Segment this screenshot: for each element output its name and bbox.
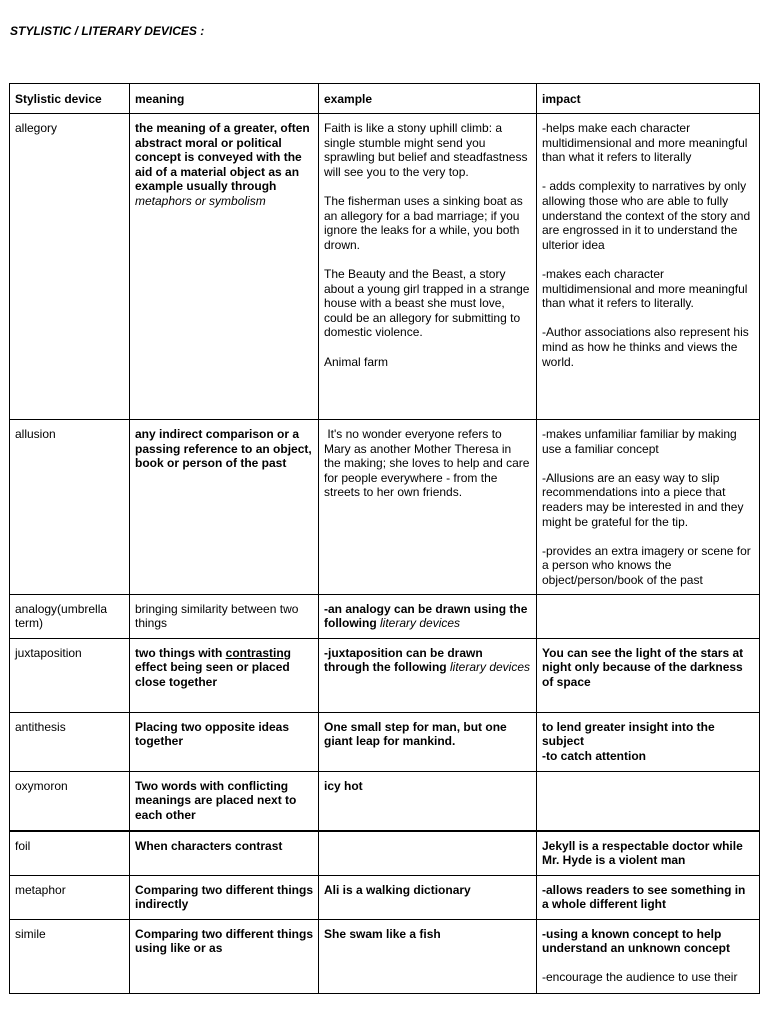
- example-text: -an analogy can be drawn using the following: [324, 601, 528, 631]
- meaning-cell: bringing similarity between two things: [130, 594, 319, 638]
- meaning-underlined-text: contrasting: [225, 645, 292, 660]
- example-cell: She swam like a fish: [319, 919, 537, 993]
- device-cell: oxymoron: [10, 771, 130, 831]
- meaning-cell: Placing two opposite ideas together: [130, 712, 319, 771]
- meaning-cell: When characters contrast: [130, 831, 319, 876]
- example-text: -juxtaposition can be drawn through the following: [324, 645, 483, 675]
- impact-cell: [537, 114, 760, 420]
- impact-text: -provides an extra imagery or scene for a person who knows the object/person/book of the past: [542, 543, 751, 587]
- table-row: [10, 594, 760, 638]
- impact-text: -helps make each character multidimensional and more meaningful than what it refers to literally: [542, 121, 748, 165]
- example-cell: One small step for man, but one giant leap for mankind.: [319, 712, 537, 771]
- example-italic-text: literary devices: [380, 616, 461, 631]
- example-cell: [319, 594, 537, 638]
- header-impact: impact: [537, 84, 760, 114]
- example-text: Faith is like a stony uphill climb: a single stumble might send you sprawling but belief and steadfastness will see you to the very top.: [324, 121, 528, 179]
- example-text: The fisherman uses a sinking boat as an allegory for a bad marriage; if you ignore the leaks for a while, you both drown.: [324, 193, 523, 252]
- impact-text: - adds complexity to narratives by only allowing those who are able to fully understand the context of the story and are engrossed in it to understand the ulterior idea: [542, 179, 751, 252]
- impact-cell: -allows readers to see something in a whole different light: [537, 875, 760, 919]
- meaning-cell: Comparing two different things indirectly: [130, 875, 319, 919]
- impact-text: -makes unfamiliar familiar by making use a familiar concept: [542, 427, 737, 456]
- table-row: [10, 712, 760, 771]
- device-cell: foil: [10, 831, 130, 876]
- impact-cell: [537, 919, 760, 993]
- impact-text: to lend greater insight into the subject: [542, 719, 715, 749]
- table-row: [10, 831, 760, 876]
- impact-text: -Allusions are an easy way to slip recommendations into a piece that readers may be interested in and they might be grateful for the tip.: [542, 470, 744, 529]
- device-cell: juxtaposition: [10, 638, 130, 712]
- example-italic-text: literary devices: [449, 660, 531, 675]
- meaning-text: the meaning of a greater, often abstract moral or political concept is conveyed with the aid of a material object as an example usually through: [135, 121, 310, 194]
- example-cell: [319, 831, 537, 876]
- meaning-text: two things with: [135, 645, 223, 660]
- example-cell: [319, 114, 537, 420]
- impact-cell: [537, 420, 760, 595]
- example-text: The Beauty and the Beast, a story about a young girl trapped in a strange house with a beast she must love, could be an allegory for submitting to domestic violence.: [324, 266, 530, 340]
- device-cell: allusion: [10, 420, 130, 595]
- table-row: [10, 875, 760, 919]
- meaning-italic-text: metaphors or symbolism: [135, 193, 266, 208]
- header-example: example: [319, 84, 537, 114]
- table-row: [10, 771, 760, 831]
- impact-text: -using a known concept to help understand an unknown concept: [542, 926, 731, 956]
- impact-cell: Jekyll is a respectable doctor while Mr. Hyde is a violent man: [537, 831, 760, 876]
- device-cell: simile: [10, 919, 130, 993]
- table-row: [10, 114, 760, 420]
- meaning-cell: any indirect comparison or a passing reference to an object, book or person of the past: [130, 420, 319, 595]
- example-cell: Ali is a walking dictionary: [319, 875, 537, 919]
- impact-cell: You can see the light of the stars at night only because of the darkness of space: [537, 638, 760, 712]
- impact-text: -encourage the audience to use their: [542, 970, 738, 985]
- page-title: STYLISTIC / LITERARY DEVICES :: [10, 24, 205, 38]
- example-cell: It's no wonder everyone refers to Mary as another Mother Theresa in the making; she loves to help and care for people everywhere - from the streets to her own friends.: [319, 420, 537, 595]
- table-row: [10, 919, 760, 993]
- header-stylistic-device: Stylistic device: [10, 84, 130, 114]
- example-cell: icy hot: [319, 771, 537, 831]
- impact-text: -to catch attention: [542, 748, 646, 763]
- device-cell: allegory: [10, 114, 130, 420]
- meaning-cell: Comparing two different things using like or as: [130, 919, 319, 993]
- example-cell: [319, 638, 537, 712]
- impact-cell: [537, 771, 760, 831]
- device-cell: analogy(umbrella term): [10, 594, 130, 638]
- impact-text: -Author associations also represent his mind as how he thinks and views the world.: [542, 325, 749, 369]
- device-cell: antithesis: [10, 712, 130, 771]
- example-text: Animal farm: [324, 354, 389, 369]
- device-cell: metaphor: [10, 875, 130, 919]
- table-header-row: [10, 84, 760, 114]
- table-row: [10, 420, 760, 595]
- table-row: [10, 638, 760, 712]
- impact-cell: [537, 712, 760, 771]
- meaning-cell: Two words with conflicting meanings are placed next to each other: [130, 771, 319, 831]
- meaning-text: effect being seen or placed close together: [135, 660, 290, 689]
- meaning-cell: [130, 638, 319, 712]
- devices-table: [9, 83, 760, 994]
- impact-cell: [537, 594, 760, 638]
- impact-text: -makes each character multidimensional and more meaningful than what it refers to literally.: [542, 266, 748, 311]
- header-meaning: meaning: [130, 84, 319, 114]
- meaning-cell: [130, 114, 319, 420]
